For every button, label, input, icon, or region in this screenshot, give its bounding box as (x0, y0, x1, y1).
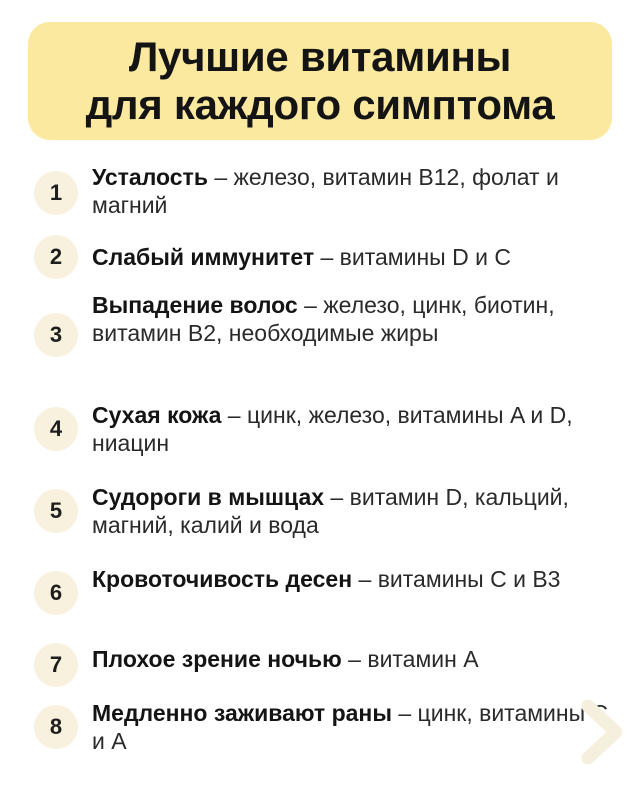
item-text (92, 243, 612, 271)
item-symptom: Судороги в мышцах (92, 484, 325, 510)
item-separator: – (391, 700, 418, 726)
item-separator: – (341, 646, 368, 672)
item-text (92, 565, 612, 593)
item-vitamins: витамины C и B3 (377, 566, 561, 592)
item-symptom: Медленно заживают раны (92, 700, 392, 726)
page-title-line-2: для каждого симптома (85, 81, 555, 128)
item-separator: – (314, 244, 340, 270)
item-symptom: Выпадение волос (92, 292, 298, 318)
item-vitamins: цинк, витамины C и A (92, 700, 609, 754)
item-separator: – (207, 164, 234, 190)
item-number-badge: 1 (34, 171, 78, 215)
item-number-badge: 4 (34, 407, 78, 451)
item-vitamins: витамин D, кальций, магний, калий и вода (92, 484, 569, 538)
item-number-badge: 6 (34, 571, 78, 615)
item-symptom: Сухая кожа (92, 402, 222, 428)
item-number-badge: 2 (34, 235, 78, 279)
item-number-badge: 8 (34, 705, 78, 749)
item-vitamins: железо, цинк, биотин, витамин B2, необходимые жиры (92, 292, 555, 346)
page-title-line-1: Лучшие витамины (128, 33, 512, 80)
item-separator: – (221, 402, 247, 428)
item-text (92, 163, 612, 219)
item-symptom: Кровоточивость десен (92, 566, 353, 592)
item-symptom: Плохое зрение ночью (92, 646, 342, 672)
item-symptom: Усталость (92, 164, 208, 190)
item-separator: – (297, 292, 324, 318)
item-number-badge: 7 (34, 643, 78, 687)
item-separator: – (324, 484, 350, 510)
item-vitamins: цинк, железо, витамины A и D, ниацин (92, 402, 573, 456)
title-banner (28, 22, 612, 140)
item-number-badge: 3 (34, 313, 78, 357)
item-text (92, 699, 612, 755)
item-text (92, 645, 612, 673)
item-vitamins: витамин A (367, 646, 479, 672)
item-text (92, 291, 612, 347)
item-number-badge: 5 (34, 489, 78, 533)
item-text (92, 401, 612, 457)
item-vitamins: железо, витамин B12, фолат и магний (92, 164, 559, 218)
item-text (92, 483, 612, 539)
item-separator: – (352, 566, 378, 592)
chevron-right-icon[interactable] (580, 700, 626, 764)
item-vitamins: витамины D и C (339, 244, 511, 270)
item-symptom: Слабый иммунитет (92, 244, 315, 270)
